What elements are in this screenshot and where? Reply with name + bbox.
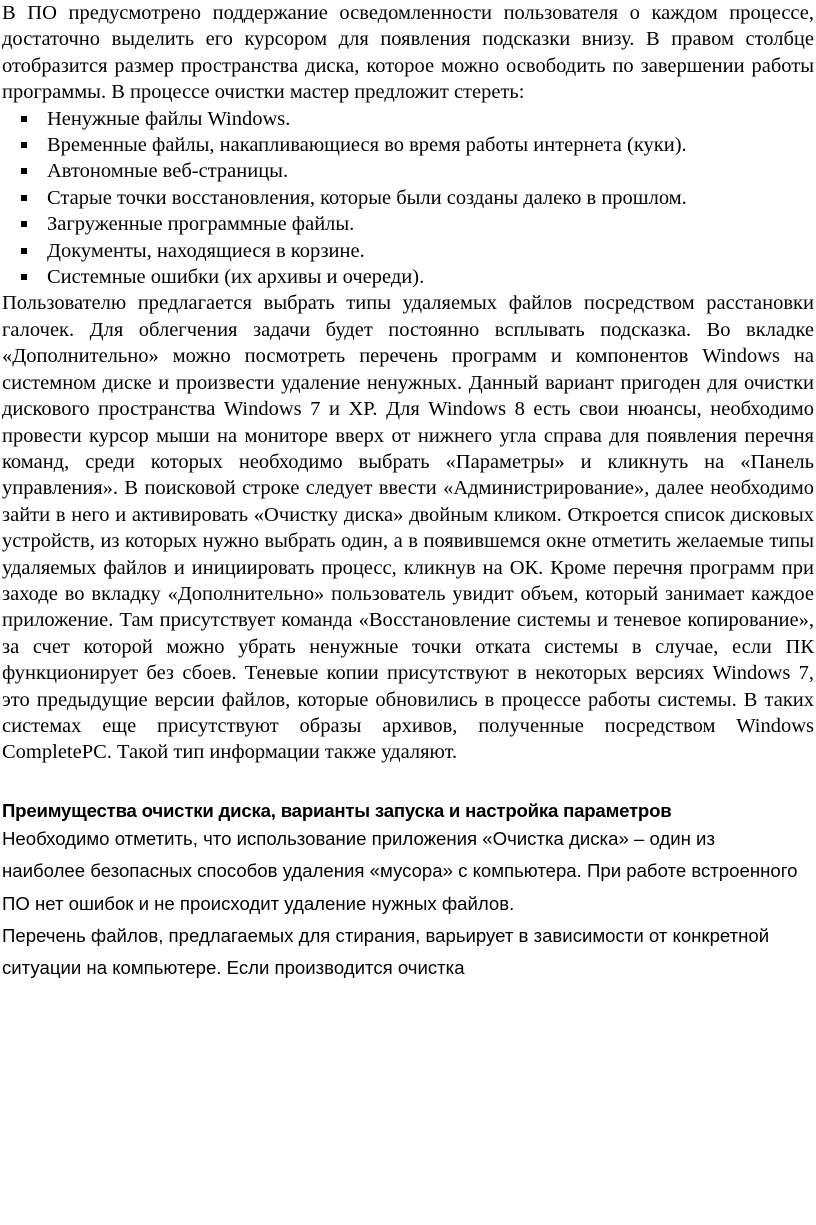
list-item-text: Автономные веб-страницы.: [47, 160, 289, 183]
list-item-text: Временные файлы, накапливающиеся во время работы интернета (куки).: [47, 134, 687, 157]
paragraph-spacer: [0, 766, 816, 792]
section-paragraph-1: Необходимо отметить, что использование приложения «Очистка диска» – один из наиболее безопасных способов удаления «мусора» с компьютера. При работе встроенного ПО нет ошибок и не происходит удаление нужных файлов.: [2, 827, 798, 914]
section-heading: Преимущества очистки диска, варианты запуска и настройка параметров: [2, 799, 672, 821]
square-bullet-icon: [21, 142, 27, 148]
section-paragraph-2: Перечень файлов, предлагаемых для стирания, варьирует в зависимости от конкретной ситуации на компьютере. Если производится очистка: [2, 925, 770, 979]
list-item: [0, 158, 816, 184]
list-item-text: Ненужные файлы Windows.: [47, 107, 291, 130]
square-bullet-icon: [21, 248, 27, 254]
list-item: [0, 211, 816, 237]
square-bullet-icon: [21, 168, 27, 174]
square-bullet-icon: [21, 195, 27, 201]
list-item-text: Системные ошибки (их архивы и очереди).: [47, 266, 425, 289]
list-item-text: Старые точки восстановления, которые были созданы далеко в прошлом.: [47, 186, 687, 209]
list-item-text: Загруженные программные файлы.: [47, 213, 355, 236]
square-bullet-icon: [21, 116, 27, 122]
list-item: [0, 264, 816, 290]
main-paragraph: Пользователю предлагается выбрать типы удаляемых файлов посредством расстановки галочек. Для облегчения задачи будет постоянно всплывать подсказка. Во вкладке «Дополнительно» можно посмотреть перечень программ и компонентов Windows на системном диске и произвести удаление ненужных. Данный вариант пригоден для очистки дискового пространства Windows 7 и XP. Для Windows 8 есть свои нюансы, необходимо провести курсор мыши на мониторе вверх от нижнего угла справа для появления перечня команд, среди которых необходимо выбрать «Параметры» и кликнуть на «Панель управления». В поисковой строке следует ввести «Администрирование», далее необходимо зайти в него и активировать «Очистку диска» двойным кликом. Откроется список дисковых устройств, из которых нужно выбрать один, а в появившемся окне отметить желаемые типы удаляемых файлов и инициировать процесс, кликнув на ОК. Кроме перечня программ при заходе во вкладку «Дополнительно» пользователь увидит объем, который занимает каждое приложение. Там присутствует команда «Восстановление системы и теневое копирование», за счет которой можно убрать ненужные точки отката системы в случае, если ПК функционирует без сбоев. Теневые копии присутствуют в некоторых версиях Windows 7, это предыдущие версии файлов, которые обновились в процессе работы системы. В таких системах еще присутствуют образы архивов, полученные посредством Windows CompletePC. Такой тип информации также удаляют.: [2, 292, 814, 764]
list-item: [0, 132, 816, 158]
list-item-text: Документы, находящиеся в корзине.: [47, 239, 365, 262]
square-bullet-icon: [21, 221, 27, 227]
square-bullet-icon: [21, 274, 27, 280]
list-item: [0, 185, 816, 211]
list-item: [0, 106, 816, 132]
list-item: [0, 238, 816, 264]
file-types-list: [0, 106, 816, 291]
intro-paragraph: В ПО предусмотрено поддержание осведомленности пользователя о каждом процессе, достаточно выделить его курсором для появления подсказки внизу. В правом столбце отобразится размер пространства диска, которое можно освободить по завершении работы программы. В процессе очистки мастер предложит стереть:: [2, 2, 814, 104]
